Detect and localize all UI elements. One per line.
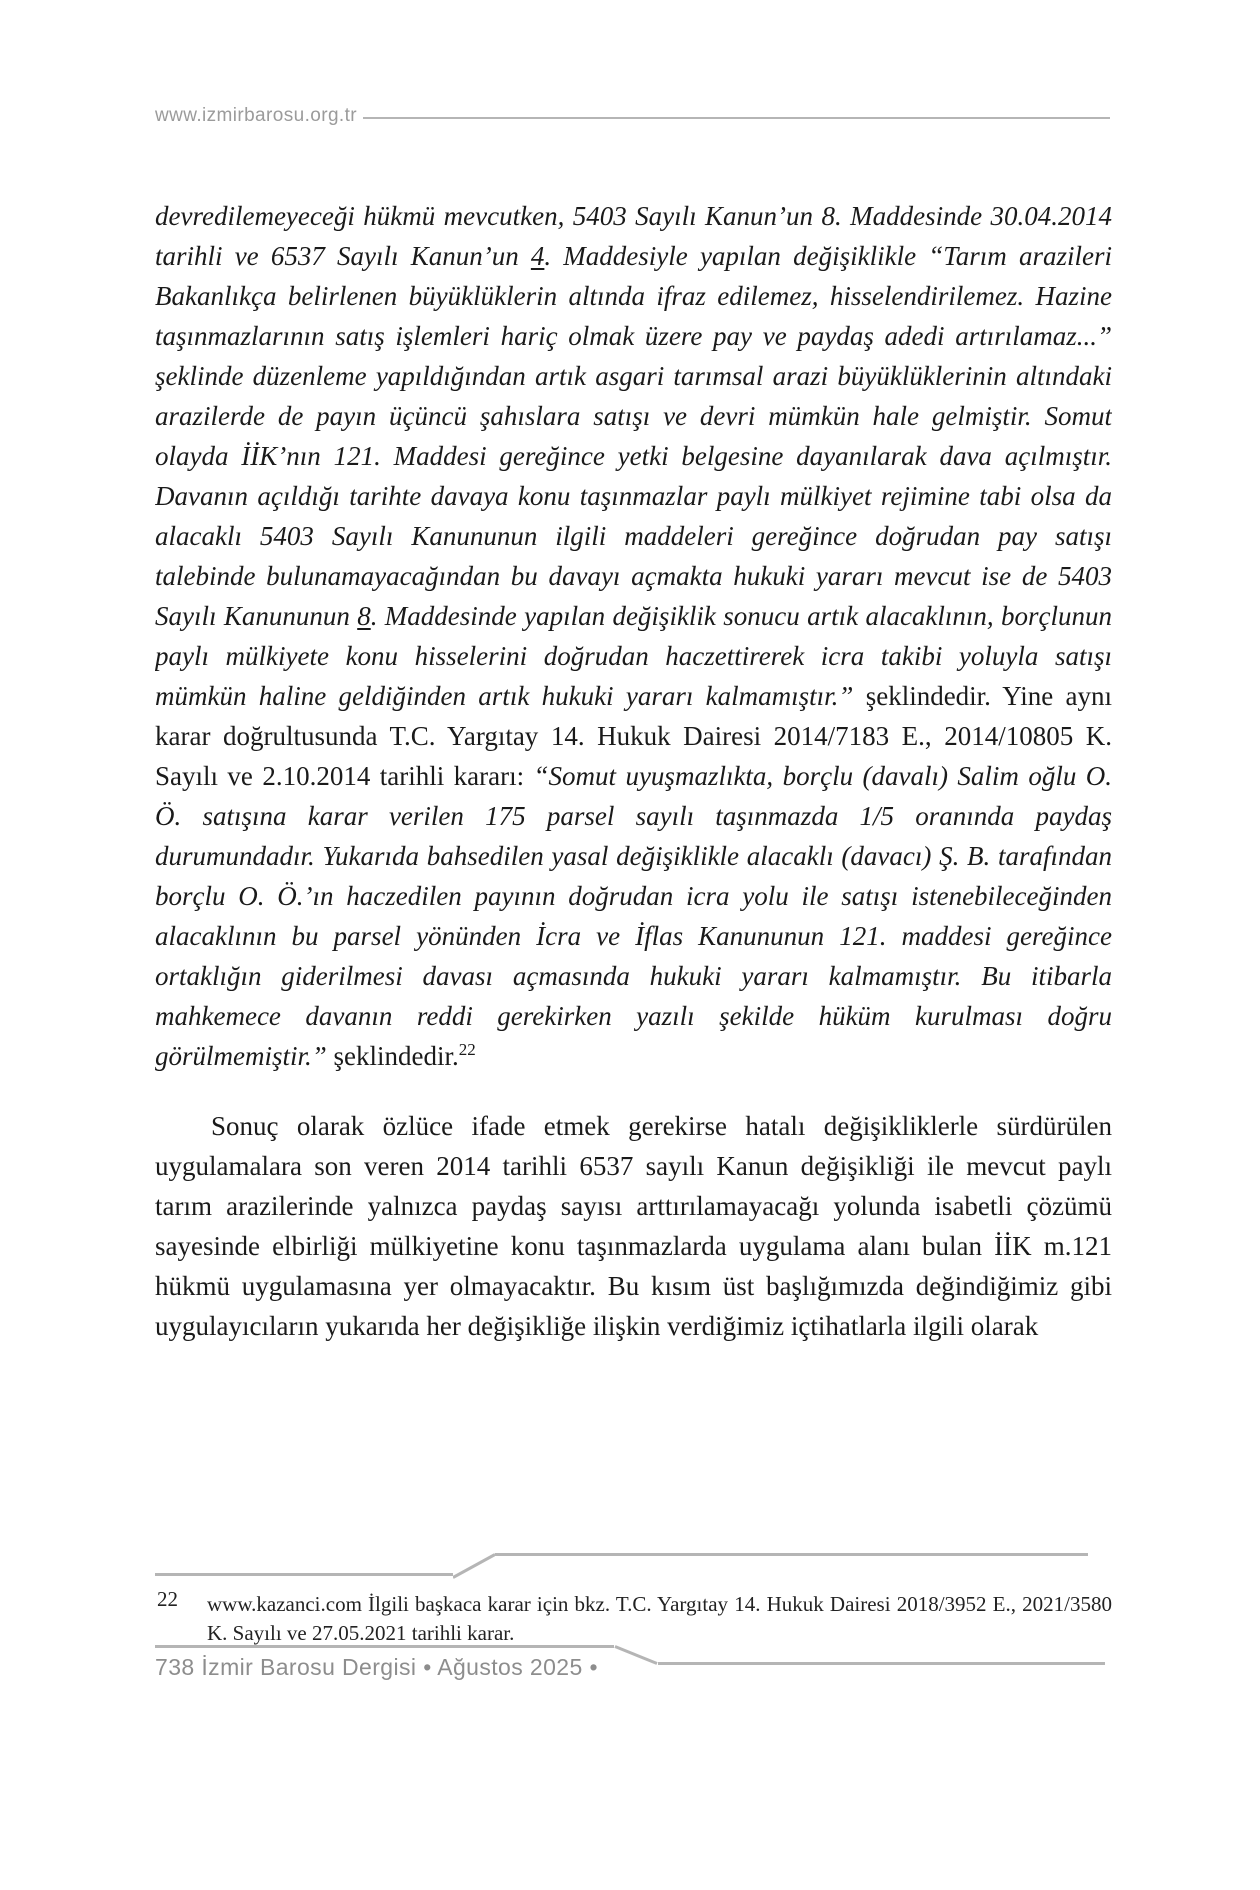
quote-segment: devredilemeyeceği hükmü mevcutken, 5403 Sayılı Kanun’un 8. Maddesinde 30.04.2014 tarihli ve 6537 Sayılı Kanun’un: [155, 201, 1112, 271]
page-footer: [155, 1645, 1105, 1681]
footnote: [155, 1587, 1112, 1648]
footnote-separator: [155, 1553, 1088, 1579]
narrative-segment: şeklindedir. Yine aynı karar doğrultusunda T.C. Yargıtay 14. Hukuk Dairesi 2014/7183 E., 2014/10805 K. Sayılı ve 2.10.2014 tarihli kararı:: [155, 681, 1112, 791]
footnote-separator-right-rule: [495, 1553, 1088, 1556]
footer-text-block: [155, 1645, 614, 1681]
paragraph-court-decision: [155, 196, 1112, 1076]
journal-name: İzmir Barosu Dergisi: [201, 1654, 417, 1680]
footnote-text: www.kazanci.com İlgili başkaca karar için bkz. T.C. Yargıtay 14. Hukuk Dairesi 2018/3952 E., 2021/3580 K. Sayılı ve 27.05.2021 tarihli karar.: [207, 1592, 1112, 1645]
page-number: 738: [155, 1654, 195, 1680]
quote-segment: “Somut uyuşmazlıkta, borçlu (davalı) Salim oğlu O. Ö. satışına karar verilen 175 parsel sayılı taşınmazda 1/5 oranında paydaş durumundadır. Yukarıda bahsedilen yasal değişiklikle alacaklı (davacı) Ş. B. tarafından borçlu O. Ö.’ın haczedilen payının doğrudan icra yolu ile satışı istenebileceğinden alacaklının bu parsel yönünden İcra ve İflas Kanununun 121. maddesi gereğince ortaklığın giderilmesi davası açmasında hukuki yararı kalmamıştır. Bu itibarla mahkemece davanın reddi gerekirken yazılı şekilde hüküm kurulması doğru görülmemiştir.”: [155, 761, 1112, 1071]
issue-date: Ağustos 2025: [437, 1654, 583, 1680]
quote-segment: . Maddesinde yapılan değişiklik sonucu artık alacaklının, borçlunun paylı mülkiyete konu hisselerini doğrudan haczettirerek icra takibi yoluyla satışı mümkün haline geldiğinden artık hukuki yararı kalmamıştır.”: [155, 601, 1112, 711]
footnote-number: 22: [157, 1587, 178, 1611]
paragraph-conclusion: Sonuç olarak özlüce ifade etmek gerekirse hatalı değişikliklerle sürdürülen uygulamalara son veren 2014 tarihli 6537 sayılı Kanun değişikliği ile mevcut paylı tarım arazilerinde yalnızca paydaş sayısı arttırılamayacağı yolunda isabetli çözümü sayesinde elbirliği mülkiyetine konu taşınmazlarda uygulama alanı bulan İİK m.121 hükmü uygulamasına yer olmayacaktır. Bu kısım üst başlığımızda değindiğimiz gibi uygulayıcıların yukarıda her değişikliğe ilişkin verdiğimiz içtihatlarla ilgili olarak: [155, 1111, 1112, 1341]
footer-bullet: •: [423, 1654, 432, 1680]
underlined-article-number: 8: [357, 601, 371, 631]
narrative-segment: şeklindedir.: [333, 1041, 459, 1071]
header-rule: [363, 117, 1110, 119]
footnote-separator-left-rule: [155, 1553, 453, 1576]
footnote-reference: 22: [458, 1040, 476, 1059]
header-url: www.izmirbarosu.org.tr: [155, 105, 358, 126]
quote-segment: . Maddesiyle yapılan değişiklikle “Tarım arazileri Bakanlıkça belirlenen büyüklüklerin altında ifraz edilemez, hisselendirilemez. Hazine taşınmazlarının satış işlemleri hariç olmak üzere pay ve paydaş adedi artırılamaz...” şeklinde düzenleme yapıldığından artık asgari tarımsal arazi büyüklüklerinin altındaki arazilerde de payın üçüncü şahıslara satışı ve devri mümkün hale gelmiştir. Somut olayda İİK’nın 121. Maddesi gereğince yetki belgesine dayanılarak dava açılmıştır. Davanın açıldığı tarihte davaya konu taşınmazlar paylı mülkiyet rejimine tabi olsa da alacaklı 5403 Sayılı Kanununun ilgili maddeleri gereğince doğrudan pay satışı talebinde bulunamayacağından bu davayı açmakta hukuki yararı mevcut ise de 5403 Sayılı Kanununun: [155, 241, 1112, 631]
body-text: [155, 196, 1112, 1346]
underlined-article-number: 4: [530, 241, 545, 271]
footer-diagonal-line: [614, 1645, 658, 1665]
footer-rule: [658, 1645, 1105, 1665]
page-header: [155, 105, 1110, 127]
footer-bullet: •: [589, 1654, 598, 1680]
footnote-separator-diagonal: [453, 1553, 495, 1579]
